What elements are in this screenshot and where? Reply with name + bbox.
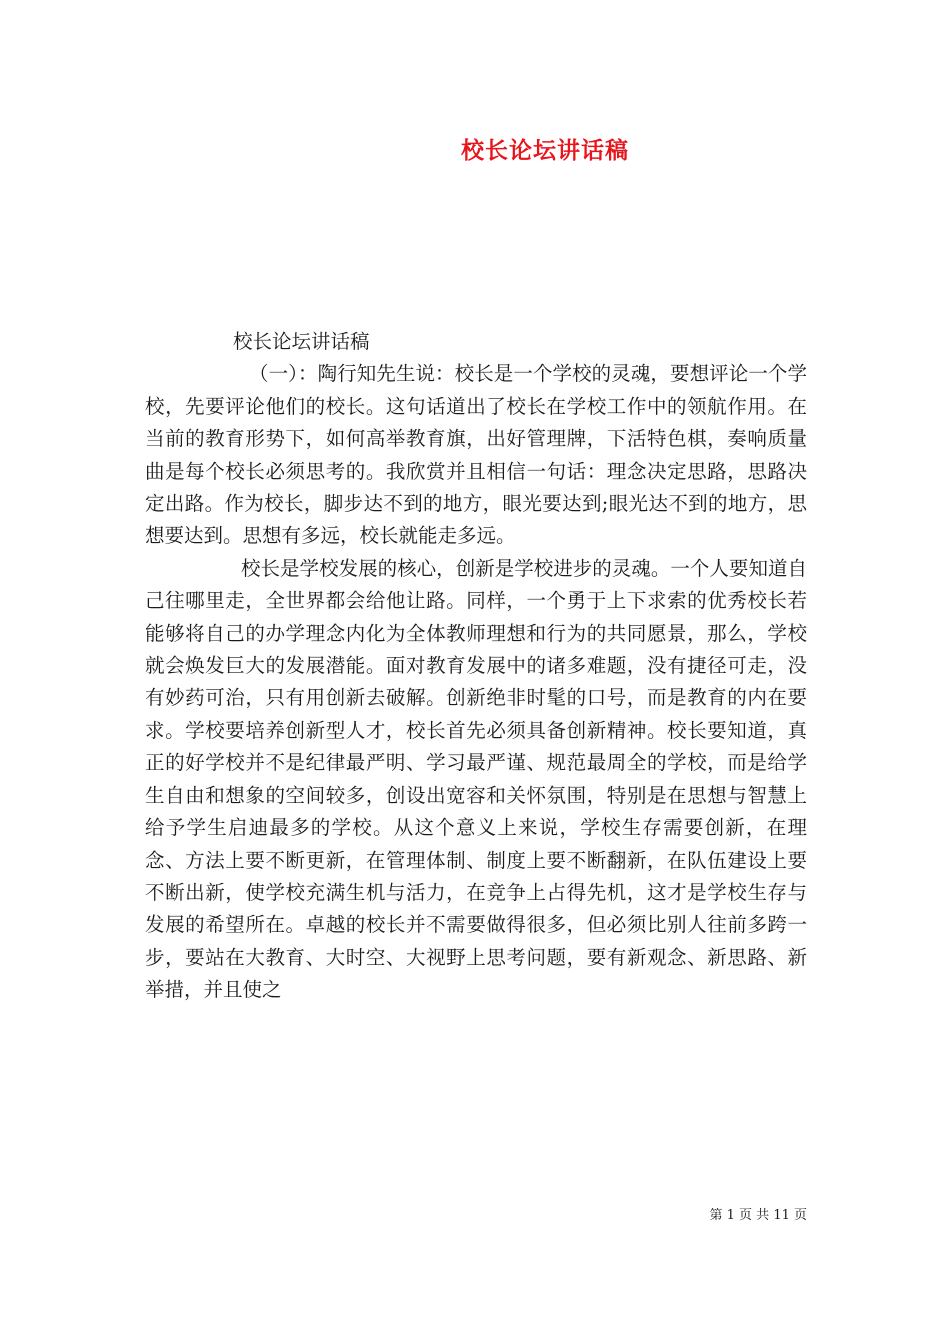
- paragraph-2: 校长是学校发展的核心，创新是学校进步的灵魂。一个人要知道自己往哪里走，全世界都会给他让路。同样，一个勇于上下求索的优秀校长若能够将自己的办学理念内化为全体教师理想和行为的共同愿景，那么，学校就会焕发巨大的发展潜能。面对教育发展中的诸多难题，没有捷径可走，没有妙药可治，只有用创新去破解。创新绝非时髦的口号，而是教育的内在要求。学校要培养创新型人才，校长首先必须具备创新精神。校长要知道，真正的好学校并不是纪律最严明、学习最严谨、规范最周全的学校，而是给学生自由和想象的空间较多，创设出宽容和关怀氛围，特别是在思想与智慧上给予学生启迪最多的学校。从这个意义上来说，学校生存需要创新，在理念、方法上要不断更新，在管理体制、制度上要不断翻新，在队伍建设上要不断出新，使学校充满生机与活力，在竞争上占得先机，这才是学校生存与发展的希望所在。卓越的校长并不需要做得很多，但必须比别人往前多跨一步，要站在大教育、大时空、大视野上思考问题，要有新观念、新思路、新举措，并且使之: [145, 556, 807, 1002]
- page-number-footer: 第 1 页 共 11 页: [709, 1208, 807, 1223]
- document-subtitle: 校长论坛讲话稿: [233, 330, 370, 353]
- document-title: 校长论坛讲话稿: [461, 137, 629, 164]
- document-body: [145, 326, 807, 1007]
- paragraph-1: （一）：陶行知先生说：校长是一个学校的灵魂，要想评论一个学校，先要评论他们的校长。这句话道出了校长在学校工作中的领航作用。在当前的教育形势下，如何高举教育旗，出好管理牌，下活特色棋，奏响质量曲是每个校长必须思考的。我欣赏并且相信一句话：理念决定思路，思路决定出路。作为校长，脚步达不到的地方，眼光要达到;眼光达不到的地方，思想要达到。思想有多远，校长就能走多远。: [145, 362, 807, 548]
